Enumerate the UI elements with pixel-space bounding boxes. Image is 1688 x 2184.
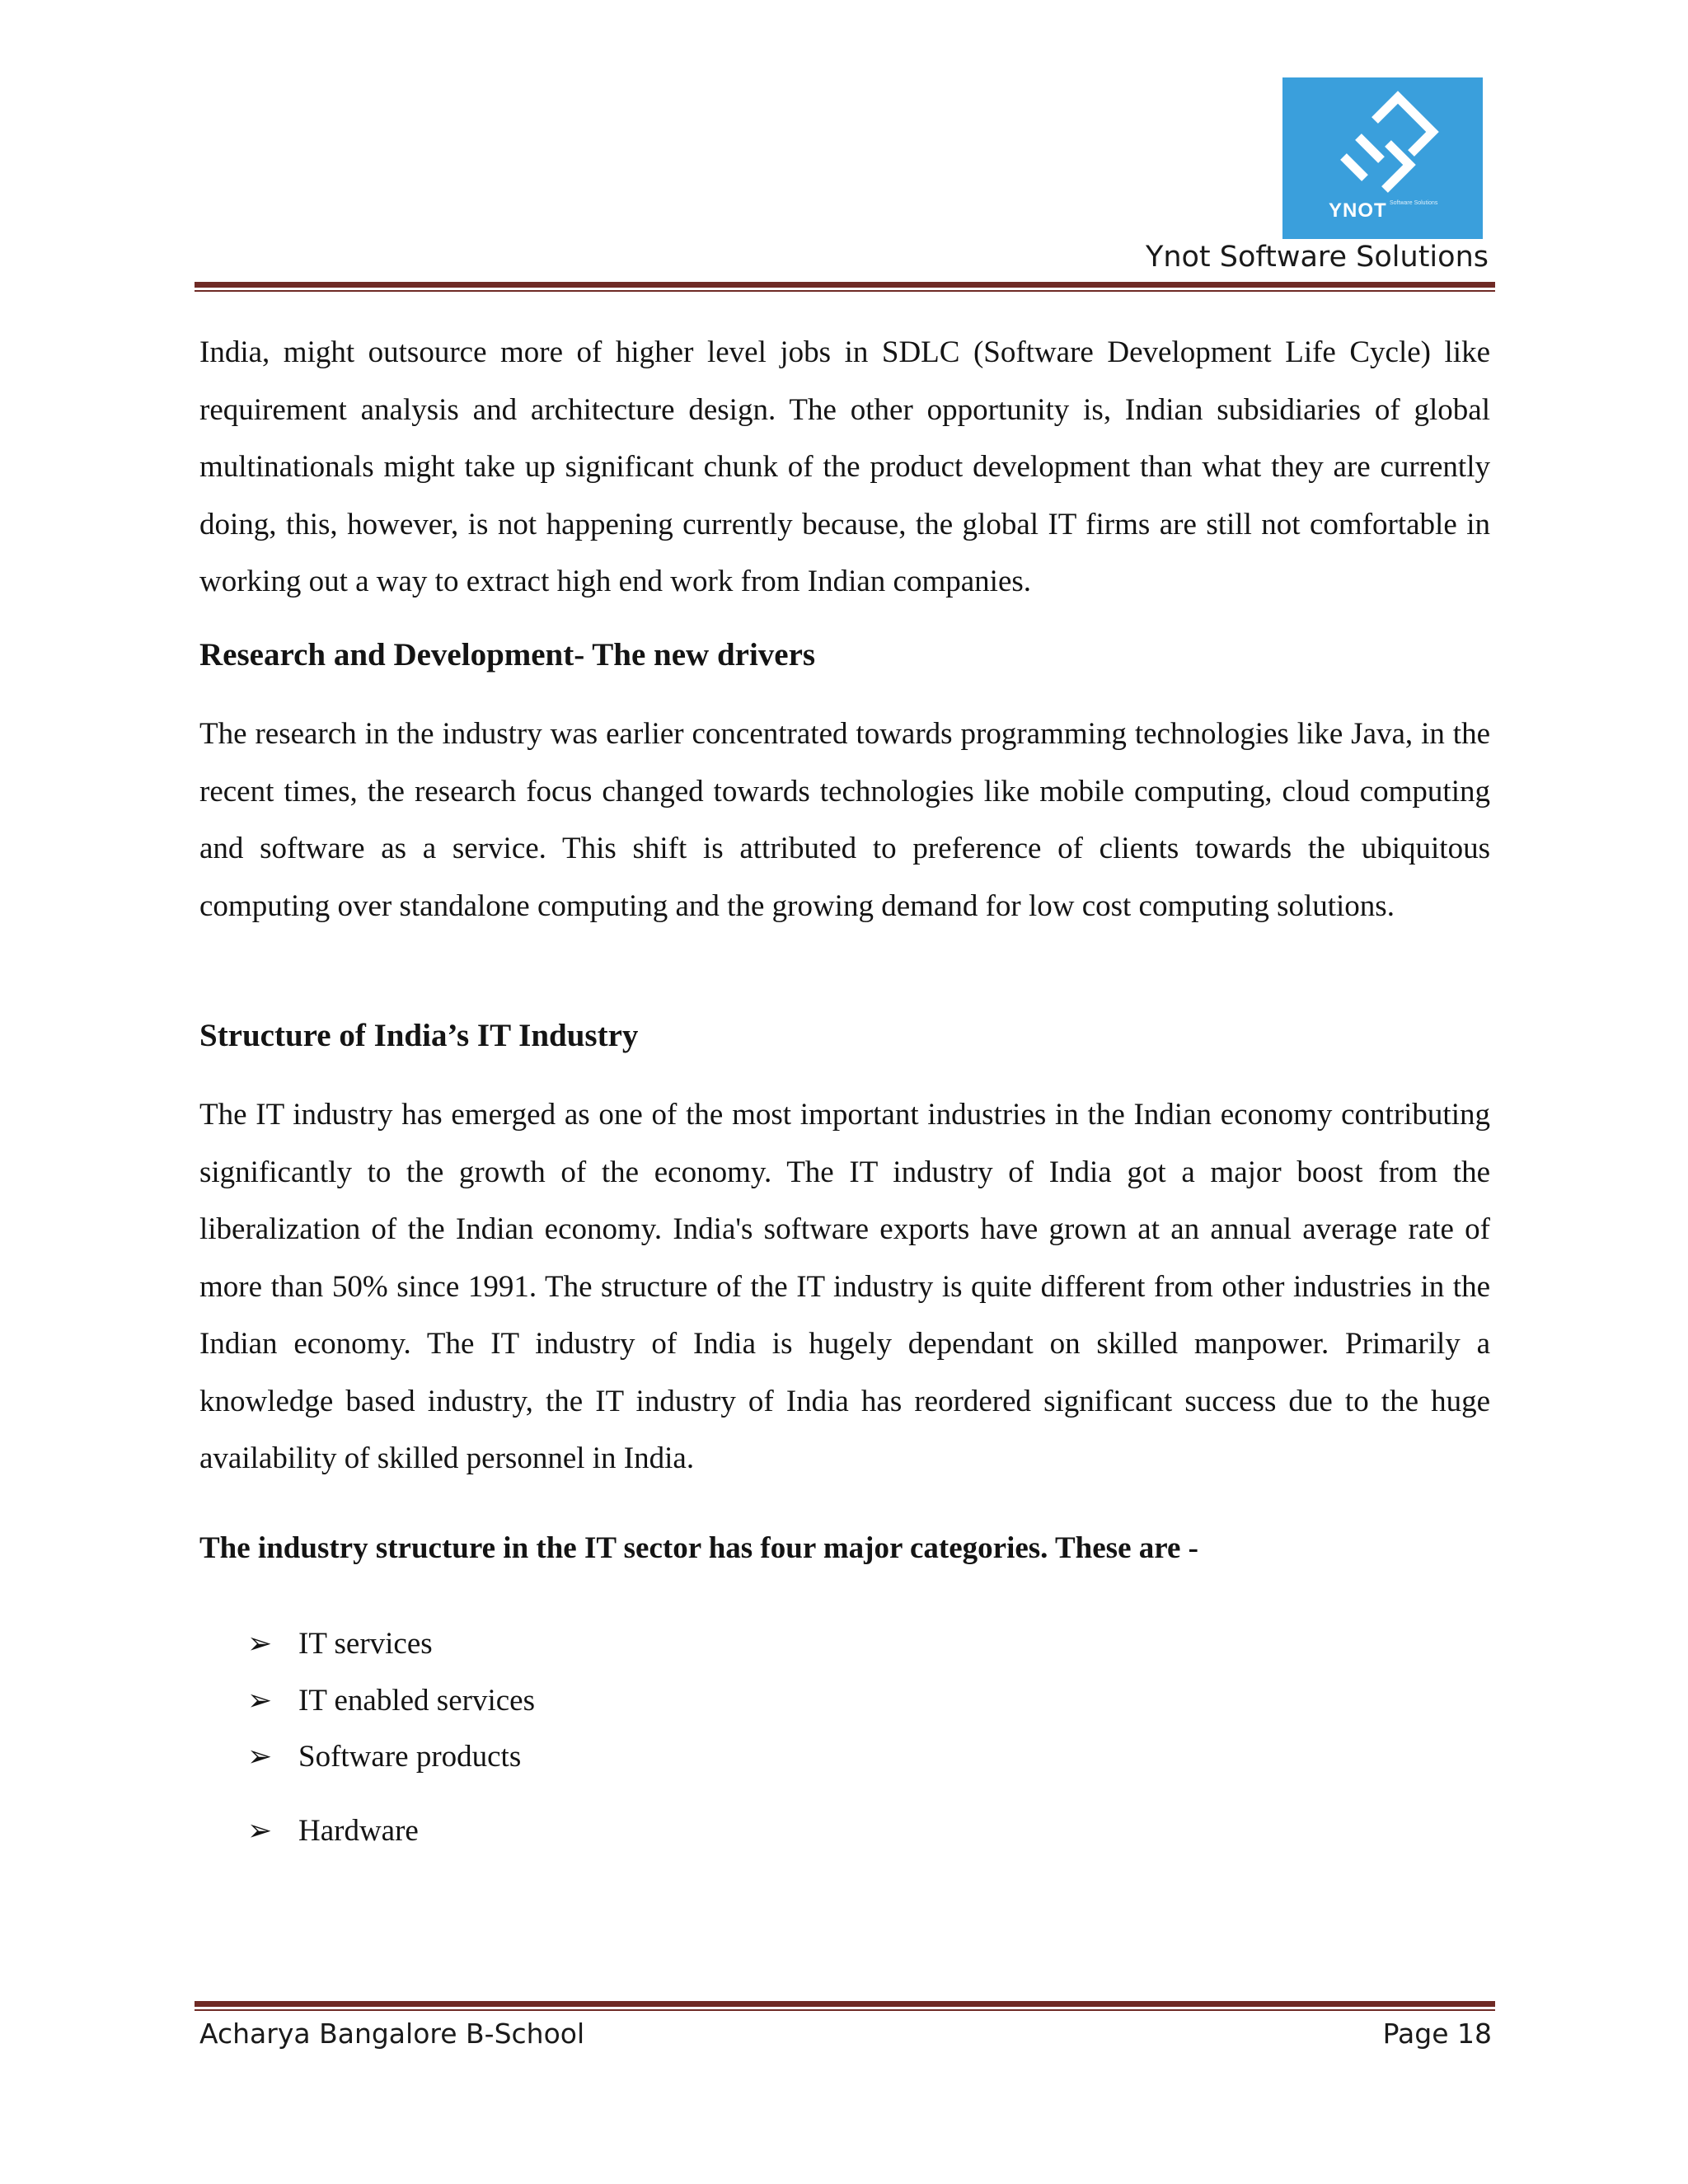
list-item xyxy=(247,1811,419,1850)
header-company-name: Ynot Software Solutions xyxy=(1145,241,1489,274)
logo-tagline: Software Solutions xyxy=(1390,200,1438,206)
heading-research: Research and Development- The new drivers xyxy=(199,637,816,673)
list-item-label: IT services xyxy=(298,1627,433,1661)
heading-structure: Structure of India’s IT Industry xyxy=(199,1018,639,1053)
list-item-label: Hardware xyxy=(298,1814,419,1848)
footer-rule xyxy=(195,2001,1495,2011)
list-item xyxy=(247,1680,535,1720)
header-rule xyxy=(195,282,1495,292)
arrow-bullet-icon: ➢ xyxy=(247,1814,273,1847)
list-item-label: IT enabled services xyxy=(298,1684,535,1718)
paragraph-outsourcing: India, might outsource more of higher level jobs in SDLC (Software Development Life Cycle) like requirement analysis and architecture design. The other opportunity is, Indian subsidiaries of global multinationals might take up significant chunk of the product development than what they are currently doing, this, however, is not happening currently because, the global IT firms are still not comfortable in working out a way to extract high end work from Indian companies. xyxy=(199,335,1490,598)
arrow-bullet-icon: ➢ xyxy=(247,1627,273,1660)
list-item xyxy=(247,1736,521,1776)
categories-lead-in: The industry structure in the IT sector has four major categories. These are - xyxy=(199,1531,1199,1565)
ynot-logo xyxy=(1282,77,1483,239)
logo-wordmark: YNOT xyxy=(1329,199,1387,222)
paragraph-research: The research in the industry was earlier concentrated towards programming technologies like Java, in the recent times, the research focus changed towards technologies like mobile computing, cloud computing and software as a service. This shift is attributed to preference of clients towards the ubiquitous computing over standalone computing and the growing demand for low cost computing solutions. xyxy=(199,717,1490,923)
list-item-label: Software products xyxy=(298,1740,522,1774)
arrow-bullet-icon: ➢ xyxy=(247,1740,273,1773)
paragraph-structure: The IT industry has emerged as one of the most important industries in the Indian economy contributing significantly to the growth of the economy. The IT industry of India got a major boost from the liberalization of the Indian economy. India's software exports have grown at an annual average rate of more than 50% since 1991. The structure of the IT industry is quite different from other industries in the Indian economy. The IT industry of India is hugely dependant on skilled manpower. Primarily a knowledge based industry, the IT industry of India has reordered significant success due to the huge availability of skilled personnel in India. xyxy=(199,1098,1490,1475)
page-number: Page 18 xyxy=(1382,2018,1492,2050)
list-item xyxy=(247,1624,433,1663)
footer-school-name: Acharya Bangalore B-School xyxy=(199,2018,585,2050)
arrow-bullet-icon: ➢ xyxy=(247,1684,273,1717)
